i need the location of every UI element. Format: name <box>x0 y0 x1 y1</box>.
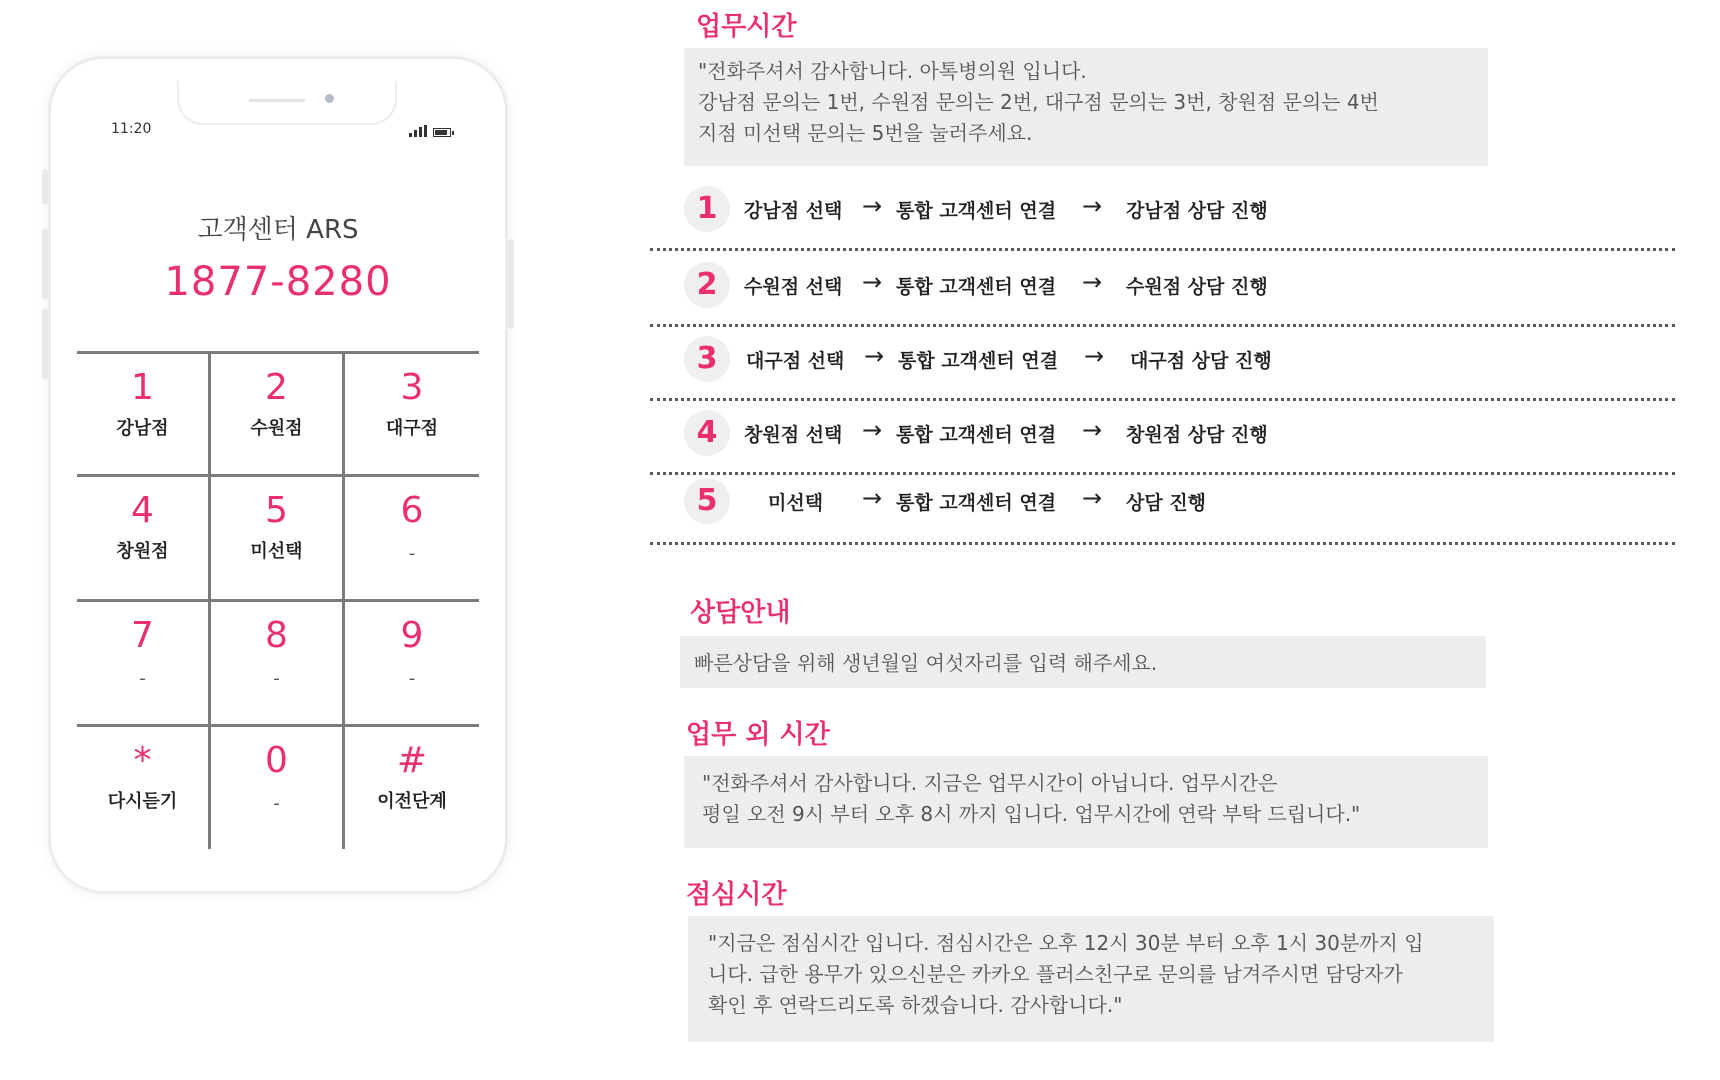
flow-select: 미선택 <box>768 492 824 514</box>
key-label: - <box>408 668 416 689</box>
key-9[interactable] <box>345 602 479 727</box>
key-label: 이전단계 <box>377 791 447 812</box>
key-label: 대구점 <box>385 418 439 439</box>
lunch-time-title: 점심시간 <box>686 880 787 910</box>
key-label: 강남점 <box>116 418 169 439</box>
ars-phone-number[interactable]: 1877-8280 <box>164 259 392 305</box>
key-label: 미선택 <box>250 541 303 562</box>
key-number: 6 <box>400 490 424 531</box>
arrow-right-icon: → <box>1082 268 1103 296</box>
key-number: 8 <box>265 615 288 656</box>
key-6[interactable] <box>345 477 479 602</box>
key-number: 3 <box>400 367 424 408</box>
flow-result: 수원점 상담 진행 <box>1126 276 1268 298</box>
key-label: 다시듣기 <box>107 791 178 812</box>
key-number: * <box>133 740 152 781</box>
status-time: 11:20 <box>111 121 152 137</box>
ars-keypad <box>77 351 479 849</box>
arrow-right-icon: → <box>1084 342 1105 370</box>
key-label: - <box>408 543 416 564</box>
phone-screen <box>77 81 479 871</box>
consult-guide-message <box>680 636 1486 688</box>
key-1[interactable] <box>77 354 211 477</box>
message-line: 강남점 문의는 1번, 수원점 문의는 2번, 대구점 문의는 3번, 창원점 문의는 4번 <box>698 90 1379 114</box>
arrow-right-icon: → <box>862 192 883 220</box>
key-number: 9 <box>400 615 424 656</box>
arrow-right-icon: → <box>1082 192 1103 220</box>
flow-row <box>650 186 1680 234</box>
key-8[interactable] <box>211 602 345 727</box>
key-2[interactable] <box>211 354 345 477</box>
battery-icon <box>433 128 451 137</box>
flow-select: 창원점 선택 <box>744 424 843 446</box>
lunch-time-message <box>688 916 1494 1042</box>
key-hash[interactable] <box>345 727 479 849</box>
key-7[interactable] <box>77 602 211 727</box>
consult-guide-title: 상담안내 <box>690 598 791 628</box>
flow-connect: 통합 고객센터 연결 <box>898 350 1059 372</box>
key-0[interactable] <box>211 727 345 849</box>
flow-row <box>650 336 1680 384</box>
signal-icon <box>409 125 427 137</box>
key-label: 수원점 <box>250 418 303 439</box>
flow-result: 창원점 상담 진행 <box>1126 424 1268 446</box>
key-label: 창원점 <box>116 541 169 562</box>
flow-row <box>650 410 1680 458</box>
after-hours-message <box>684 756 1488 848</box>
dotted-divider <box>650 472 1675 475</box>
phone-notch <box>177 81 397 125</box>
business-hours-title: 업무시간 <box>696 12 797 42</box>
flow-result: 강남점 상담 진행 <box>1126 200 1268 222</box>
key-number: 0 <box>265 740 288 781</box>
key-label: - <box>139 668 146 689</box>
flow-connect: 통합 고객센터 연결 <box>896 492 1057 514</box>
key-number: 5 <box>265 490 288 531</box>
phone-side-button <box>42 169 48 205</box>
arrow-right-icon: → <box>864 342 885 370</box>
key-label: - <box>273 668 280 689</box>
message-line: "전화주셔서 감사합니다. 아톡병의원 입니다. <box>698 59 1087 83</box>
key-label: - <box>273 793 280 814</box>
arrow-right-icon: → <box>862 268 883 296</box>
message-line: 빠른상담을 위해 생년월일 여섯자리를 입력 해주세요. <box>694 651 1158 675</box>
message-line: "지금은 점심시간 입니다. 점심시간은 오후 12시 30분 부터 오후 1시 30분까지 입 <box>708 931 1424 955</box>
message-line: "전화주셔서 감사합니다. 지금은 업무시간이 아닙니다. 업무시간은 <box>702 771 1278 795</box>
flow-number-badge: 3 <box>684 336 730 382</box>
status-icons <box>409 121 451 137</box>
flow-result: 대구점 상담 진행 <box>1130 350 1272 372</box>
arrow-right-icon: → <box>862 416 883 444</box>
phone-volume-up-button <box>42 229 48 299</box>
key-number: 1 <box>131 367 154 408</box>
key-star[interactable] <box>77 727 211 849</box>
message-line: 니다. 급한 용무가 있으신분은 카카오 플러스친구로 문의를 남겨주시면 담당자가 <box>708 962 1403 986</box>
dotted-divider <box>650 398 1675 401</box>
key-number: 4 <box>131 490 154 531</box>
key-number: 7 <box>131 615 154 656</box>
flow-number-badge: 1 <box>684 186 730 232</box>
flow-select: 강남점 선택 <box>744 200 843 222</box>
dotted-divider <box>650 542 1675 545</box>
flow-number-badge: 4 <box>684 410 730 456</box>
arrow-right-icon: → <box>1082 416 1103 444</box>
message-line: 지점 미선택 문의는 5번을 눌러주세요. <box>698 121 1033 145</box>
key-number: # <box>396 740 428 781</box>
flow-connect: 통합 고객센터 연결 <box>896 424 1057 446</box>
camera-icon <box>325 94 334 103</box>
arrow-right-icon: → <box>862 484 883 512</box>
phone-power-button <box>508 239 514 329</box>
flow-select: 수원점 선택 <box>744 276 843 298</box>
dotted-divider <box>650 324 1675 327</box>
flow-number-badge: 2 <box>684 262 730 308</box>
key-3[interactable] <box>345 354 479 477</box>
flow-row <box>650 478 1680 526</box>
key-4[interactable] <box>77 477 211 602</box>
speaker-icon <box>249 99 305 102</box>
flow-row <box>650 262 1680 310</box>
business-hours-message <box>684 48 1488 166</box>
flow-result: 상담 진행 <box>1126 492 1207 514</box>
key-5[interactable] <box>211 477 345 602</box>
flow-number-badge: 5 <box>684 478 730 524</box>
message-line: 확인 후 연락드리도록 하겠습니다. 감사합니다." <box>708 993 1123 1017</box>
flow-connect: 통합 고객센터 연결 <box>896 200 1057 222</box>
phone-mockup <box>48 56 508 894</box>
key-number: 2 <box>265 367 288 408</box>
phone-volume-down-button <box>42 309 48 379</box>
arrow-right-icon: → <box>1082 484 1103 512</box>
ars-title: 고객센터 ARS <box>197 215 359 245</box>
flow-connect: 통합 고객센터 연결 <box>896 276 1057 298</box>
flow-select: 대구점 선택 <box>746 350 845 372</box>
message-line: 평일 오전 9시 부터 오후 8시 까지 입니다. 업무시간에 연락 부탁 드립니다." <box>702 802 1361 826</box>
after-hours-title: 업무 외 시간 <box>686 720 830 750</box>
dotted-divider <box>650 248 1675 251</box>
